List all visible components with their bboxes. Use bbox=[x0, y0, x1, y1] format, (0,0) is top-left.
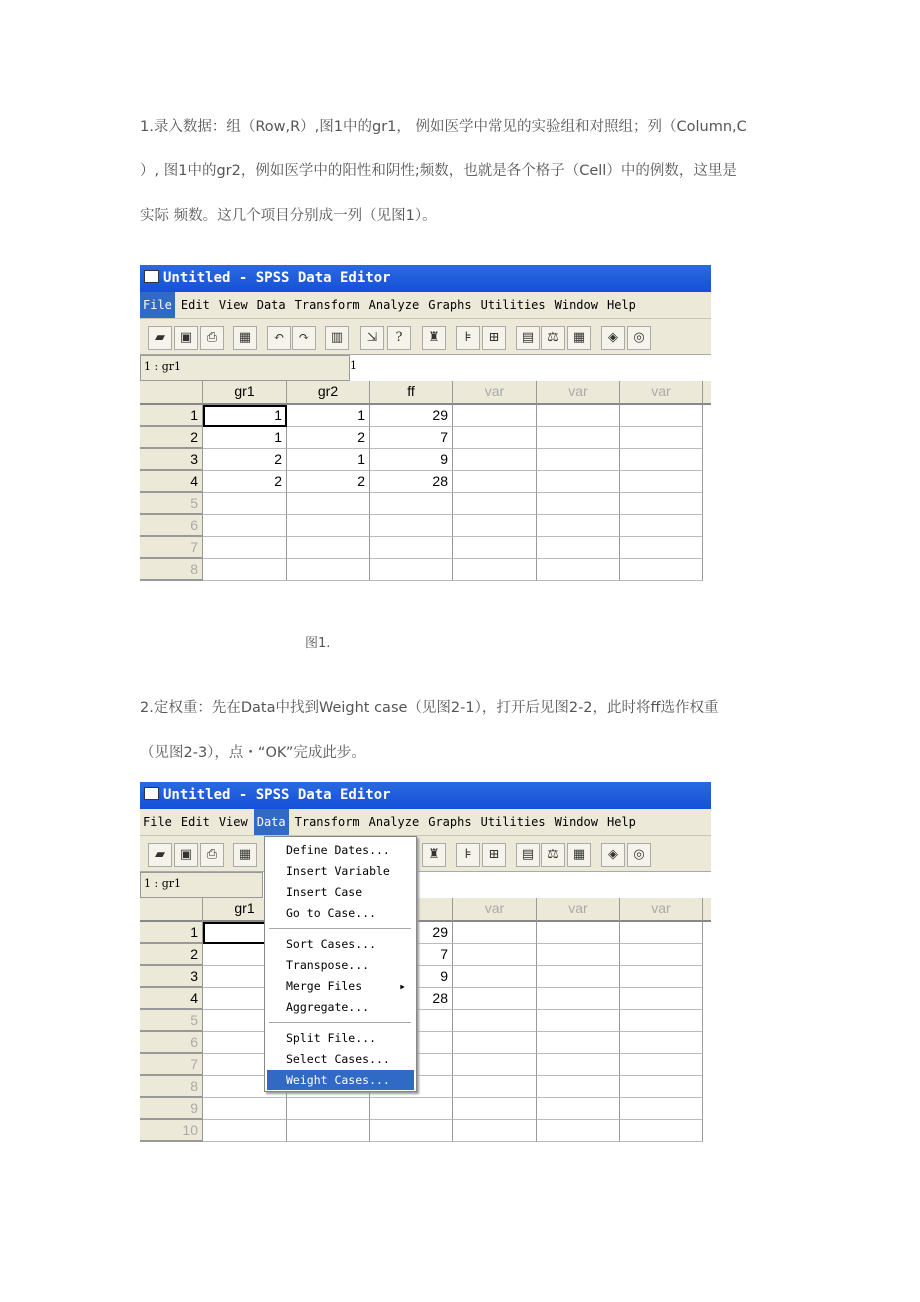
menu-edit[interactable]: Edit bbox=[180, 815, 210, 829]
data-cell[interactable] bbox=[620, 1076, 703, 1098]
data-grid bbox=[140, 898, 711, 1150]
data-cell[interactable] bbox=[287, 537, 370, 559]
dialog-recall-icon[interactable]: ▦ bbox=[233, 326, 257, 350]
data-cell[interactable] bbox=[537, 427, 620, 449]
menu-separator bbox=[269, 1022, 411, 1023]
cell-reference: 1 : gr1 bbox=[140, 355, 350, 381]
data-cell[interactable] bbox=[537, 471, 620, 493]
data-cell[interactable] bbox=[287, 493, 370, 515]
row-number[interactable]: 3 bbox=[140, 449, 203, 471]
data-cell[interactable]: 9 bbox=[370, 449, 453, 471]
undo-icon[interactable]: ↶ bbox=[267, 326, 291, 350]
cell-value-input[interactable]: 1 bbox=[350, 359, 357, 372]
menu-item-sort-cases[interactable]: Sort Cases... bbox=[286, 937, 377, 951]
data-cell[interactable]: 2 bbox=[203, 449, 287, 471]
column-header-stub bbox=[703, 381, 711, 405]
submenu-arrow-icon: ▸ bbox=[399, 979, 406, 993]
goto-case-icon[interactable]: ⇲ bbox=[360, 326, 384, 350]
select-cases-icon[interactable]: ▦ bbox=[567, 843, 591, 867]
data-cell[interactable] bbox=[203, 515, 287, 537]
menu-graphs[interactable]: Graphs bbox=[428, 815, 472, 829]
menu-file[interactable]: File bbox=[140, 292, 175, 318]
menu-data[interactable]: Data bbox=[256, 298, 286, 312]
data-cell[interactable] bbox=[620, 537, 703, 559]
data-cell[interactable]: 2 bbox=[287, 427, 370, 449]
cell-editor-bar bbox=[140, 354, 711, 381]
data-cell[interactable]: 9 bbox=[370, 966, 453, 988]
weight-cases-icon[interactable]: ⚖ bbox=[541, 843, 565, 867]
data-cell[interactable] bbox=[453, 1010, 537, 1032]
data-cell[interactable] bbox=[453, 988, 537, 1010]
data-cell[interactable]: 2 bbox=[203, 471, 287, 493]
data-cell[interactable] bbox=[537, 1054, 620, 1076]
data-cell[interactable] bbox=[620, 493, 703, 515]
data-cell[interactable] bbox=[537, 988, 620, 1010]
row-number[interactable]: 10 bbox=[140, 1120, 203, 1142]
data-cell[interactable] bbox=[453, 1076, 537, 1098]
data-cell[interactable] bbox=[620, 559, 703, 581]
data-cell[interactable] bbox=[453, 966, 537, 988]
window-title: Untitled - SPSS Data Editor bbox=[163, 270, 391, 286]
chart-icon[interactable]: ▥ bbox=[325, 326, 349, 350]
print-icon[interactable]: ⎙ bbox=[200, 843, 224, 867]
value-labels-icon[interactable]: ◈ bbox=[601, 326, 625, 350]
menu-bar bbox=[140, 292, 711, 318]
data-cell[interactable] bbox=[537, 559, 620, 581]
data-cell[interactable] bbox=[453, 559, 537, 581]
data-cell[interactable] bbox=[620, 515, 703, 537]
data-cell[interactable] bbox=[370, 515, 453, 537]
toolbar bbox=[140, 835, 711, 872]
data-grid bbox=[140, 381, 711, 588]
menu-analyze[interactable]: Analyze bbox=[368, 815, 420, 829]
insert-case-icon[interactable]: ⊧ bbox=[456, 843, 480, 867]
row-number[interactable]: 1 bbox=[140, 405, 203, 427]
data-cell[interactable] bbox=[453, 1120, 537, 1142]
data-cell[interactable] bbox=[370, 559, 453, 581]
data-cell[interactable] bbox=[620, 1054, 703, 1076]
menu-item-aggregate[interactable]: Aggregate... bbox=[286, 1000, 370, 1014]
split-file-icon[interactable]: ▤ bbox=[516, 326, 540, 350]
menu-item-go-to-case[interactable]: Go to Case... bbox=[286, 906, 377, 920]
app-icon bbox=[144, 787, 159, 800]
select-cases-icon[interactable]: ▦ bbox=[567, 326, 591, 350]
row-number[interactable]: 1 bbox=[140, 922, 203, 944]
row-header-corner bbox=[140, 381, 203, 405]
data-cell[interactable] bbox=[620, 988, 703, 1010]
row-number[interactable]: 5 bbox=[140, 493, 203, 515]
column-header-var[interactable]: var bbox=[620, 898, 703, 922]
data-cell[interactable] bbox=[453, 1054, 537, 1076]
data-cell[interactable] bbox=[287, 515, 370, 537]
menu-item-define-dates[interactable]: Define Dates... bbox=[286, 843, 390, 857]
data-cell[interactable] bbox=[620, 1098, 703, 1120]
data-cell[interactable] bbox=[453, 922, 537, 944]
para2-line2: （见图2-3），点・“OK”完成此步。 bbox=[140, 745, 366, 761]
variables-icon[interactable]: ? bbox=[387, 326, 411, 350]
save-icon[interactable]: ▣ bbox=[174, 843, 198, 867]
data-cell[interactable] bbox=[620, 922, 703, 944]
save-icon[interactable]: ▣ bbox=[174, 326, 198, 350]
data-cell[interactable] bbox=[620, 1120, 703, 1142]
data-cell[interactable]: 28 bbox=[370, 988, 453, 1010]
data-cell[interactable] bbox=[370, 1120, 453, 1142]
data-cell[interactable] bbox=[287, 1098, 370, 1120]
insert-variable-icon[interactable]: ⊞ bbox=[482, 326, 506, 350]
data-cell[interactable] bbox=[620, 966, 703, 988]
split-file-icon[interactable]: ▤ bbox=[516, 843, 540, 867]
menu-data[interactable]: Data bbox=[254, 809, 289, 835]
row-number[interactable]: 6 bbox=[140, 1032, 203, 1054]
menu-bar bbox=[140, 809, 711, 835]
print-icon[interactable]: ⎙ bbox=[200, 326, 224, 350]
figure2-spss-screenshot bbox=[140, 782, 711, 1150]
row-header-corner bbox=[140, 898, 203, 922]
menu-window[interactable]: Window bbox=[554, 298, 598, 312]
row-number[interactable]: 5 bbox=[140, 1010, 203, 1032]
data-cell[interactable] bbox=[537, 1032, 620, 1054]
data-cell[interactable]: 1 bbox=[203, 427, 287, 449]
data-cell[interactable] bbox=[537, 944, 620, 966]
column-header-var[interactable]: var bbox=[453, 898, 537, 922]
data-cell[interactable] bbox=[287, 1120, 370, 1142]
column-header-gr1[interactable]: gr1 bbox=[203, 381, 287, 405]
row-number[interactable]: 8 bbox=[140, 559, 203, 581]
row-number[interactable]: 9 bbox=[140, 1098, 203, 1120]
row-number[interactable]: 8 bbox=[140, 1076, 203, 1098]
data-cell[interactable]: 1 bbox=[287, 449, 370, 471]
menu-item-select-cases[interactable]: Select Cases... bbox=[286, 1052, 390, 1066]
data-cell[interactable] bbox=[537, 537, 620, 559]
column-header-var[interactable]: var bbox=[537, 381, 620, 405]
title-bar bbox=[140, 782, 711, 809]
data-cell[interactable] bbox=[453, 1032, 537, 1054]
column-header-gr1[interactable]: gr1 bbox=[203, 898, 287, 922]
data-cell[interactable] bbox=[453, 471, 537, 493]
data-cell[interactable] bbox=[453, 405, 537, 427]
column-header-var[interactable]: var bbox=[537, 898, 620, 922]
data-cell[interactable] bbox=[537, 1076, 620, 1098]
column-header-var[interactable]: var bbox=[453, 381, 537, 405]
row-number[interactable]: 4 bbox=[140, 471, 203, 493]
menu-edit[interactable]: Edit bbox=[180, 298, 210, 312]
data-cell[interactable]: 2 bbox=[287, 471, 370, 493]
data-cell[interactable] bbox=[203, 493, 287, 515]
data-cell[interactable] bbox=[620, 471, 703, 493]
menu-utilities[interactable]: Utilities bbox=[480, 298, 546, 312]
menu-item-split-file[interactable]: Split File... bbox=[286, 1031, 377, 1045]
data-cell[interactable] bbox=[537, 405, 620, 427]
redo-icon[interactable]: ↷ bbox=[292, 326, 316, 350]
column-header-ff[interactable]: ff bbox=[370, 381, 453, 405]
menu-utilities[interactable]: Utilities bbox=[480, 815, 546, 829]
insert-case-icon[interactable]: ⊧ bbox=[456, 326, 480, 350]
column-header-var[interactable]: var bbox=[620, 381, 703, 405]
row-number[interactable]: 2 bbox=[140, 427, 203, 449]
para1-line3: 实际 频数。这几个项目分别成一列（见图1）。 bbox=[140, 208, 437, 224]
data-cell[interactable]: 1 bbox=[287, 405, 370, 427]
data-cell[interactable] bbox=[370, 1098, 453, 1120]
value-labels-icon[interactable]: ◈ bbox=[601, 843, 625, 867]
figure1-spss-screenshot bbox=[140, 265, 711, 588]
data-cell[interactable] bbox=[537, 493, 620, 515]
data-cell[interactable]: 7 bbox=[370, 427, 453, 449]
data-cell[interactable] bbox=[620, 405, 703, 427]
window-title: Untitled - SPSS Data Editor bbox=[163, 787, 391, 803]
data-cell[interactable] bbox=[287, 559, 370, 581]
data-cell[interactable]: 28 bbox=[370, 471, 453, 493]
data-cell[interactable] bbox=[620, 1032, 703, 1054]
data-cell[interactable] bbox=[453, 1098, 537, 1120]
data-cell[interactable] bbox=[537, 1120, 620, 1142]
data-cell[interactable] bbox=[453, 515, 537, 537]
menu-graphs[interactable]: Graphs bbox=[428, 298, 472, 312]
menu-analyze[interactable]: Analyze bbox=[368, 298, 420, 312]
use-sets-icon[interactable]: ◎ bbox=[627, 843, 651, 867]
row-number[interactable]: 2 bbox=[140, 944, 203, 966]
menu-file[interactable]: File bbox=[143, 815, 172, 829]
data-cell[interactable] bbox=[203, 1120, 287, 1142]
data-cell[interactable] bbox=[537, 966, 620, 988]
menu-item-weight-cases[interactable]: Weight Cases... bbox=[267, 1070, 414, 1090]
para2-line1: 2.定权重：先在Data中找到Weight case（见图2-1），打开后见图2-2，此时将ff选作权重 bbox=[140, 700, 719, 716]
menu-transform[interactable]: Transform bbox=[294, 815, 360, 829]
data-cell[interactable] bbox=[537, 1010, 620, 1032]
menu-help[interactable]: Help bbox=[606, 298, 636, 312]
row-number[interactable]: 7 bbox=[140, 537, 203, 559]
data-cell[interactable] bbox=[203, 1098, 287, 1120]
title-bar bbox=[140, 265, 711, 292]
toolbar bbox=[140, 318, 711, 355]
menu-item-insert-variable[interactable]: Insert Variable bbox=[286, 864, 390, 878]
open-icon[interactable]: ▰ bbox=[148, 843, 172, 867]
column-header-gr2[interactable]: gr2 bbox=[287, 381, 370, 405]
row-number[interactable]: 6 bbox=[140, 515, 203, 537]
para1-line1: 1.录入数据：组（Row,R）,图1中的gr1， 例如医学中常见的实验组和对照组；列（Column,C bbox=[140, 119, 747, 135]
data-cell[interactable] bbox=[620, 944, 703, 966]
menu-help[interactable]: Help bbox=[606, 815, 636, 829]
use-sets-icon[interactable]: ◎ bbox=[627, 326, 651, 350]
row-number[interactable]: 4 bbox=[140, 988, 203, 1010]
data-cell[interactable] bbox=[537, 515, 620, 537]
dialog-recall-icon[interactable]: ▦ bbox=[233, 843, 257, 867]
app-icon bbox=[144, 270, 159, 283]
row-number[interactable]: 3 bbox=[140, 966, 203, 988]
figure1-caption: 图1. bbox=[305, 636, 331, 651]
data-cell[interactable] bbox=[203, 537, 287, 559]
data-cell[interactable]: 29 bbox=[370, 405, 453, 427]
menu-window[interactable]: Window bbox=[554, 815, 598, 829]
data-cell[interactable] bbox=[453, 537, 537, 559]
data-cell[interactable]: 29 bbox=[370, 922, 453, 944]
insert-variable-icon[interactable]: ⊞ bbox=[482, 843, 506, 867]
menu-separator bbox=[269, 928, 411, 929]
data-cell[interactable] bbox=[370, 537, 453, 559]
cell-editor-bar bbox=[140, 871, 711, 898]
find-icon[interactable]: ♜ bbox=[422, 326, 446, 350]
menu-item-transpose[interactable]: Transpose... bbox=[286, 958, 370, 972]
cell-reference: 1 : gr1 bbox=[140, 872, 263, 898]
menu-transform[interactable]: Transform bbox=[294, 298, 360, 312]
data-cell[interactable] bbox=[453, 427, 537, 449]
data-cell[interactable] bbox=[203, 559, 287, 581]
menu-item-insert-case[interactable]: Insert Case bbox=[286, 885, 363, 899]
column-header-stub bbox=[703, 898, 711, 922]
para1-line2: ）, 图1中的gr2，例如医学中的阳性和阴性;频数，也就是各个格子（Cell）中的例数，这里是 bbox=[140, 163, 737, 179]
weight-cases-icon[interactable]: ⚖ bbox=[541, 326, 565, 350]
data-cell[interactable] bbox=[370, 493, 453, 515]
data-cell[interactable]: 1 bbox=[203, 405, 287, 427]
data-cell[interactable] bbox=[537, 922, 620, 944]
menu-view[interactable]: View bbox=[218, 815, 248, 829]
data-cell[interactable] bbox=[620, 427, 703, 449]
data-cell[interactable] bbox=[620, 1010, 703, 1032]
menu-view[interactable]: View bbox=[218, 298, 248, 312]
data-cell[interactable] bbox=[453, 449, 537, 471]
data-cell[interactable] bbox=[537, 449, 620, 471]
open-icon[interactable]: ▰ bbox=[148, 326, 172, 350]
data-cell[interactable] bbox=[453, 944, 537, 966]
data-cell[interactable]: 7 bbox=[370, 944, 453, 966]
data-cell[interactable] bbox=[537, 1098, 620, 1120]
row-number[interactable]: 7 bbox=[140, 1054, 203, 1076]
menu-item-merge-files[interactable]: Merge Files ▸ bbox=[267, 976, 414, 996]
data-cell[interactable] bbox=[453, 493, 537, 515]
find-icon[interactable]: ♜ bbox=[422, 843, 446, 867]
data-menu-dropdown bbox=[264, 836, 417, 1092]
data-cell[interactable] bbox=[620, 449, 703, 471]
